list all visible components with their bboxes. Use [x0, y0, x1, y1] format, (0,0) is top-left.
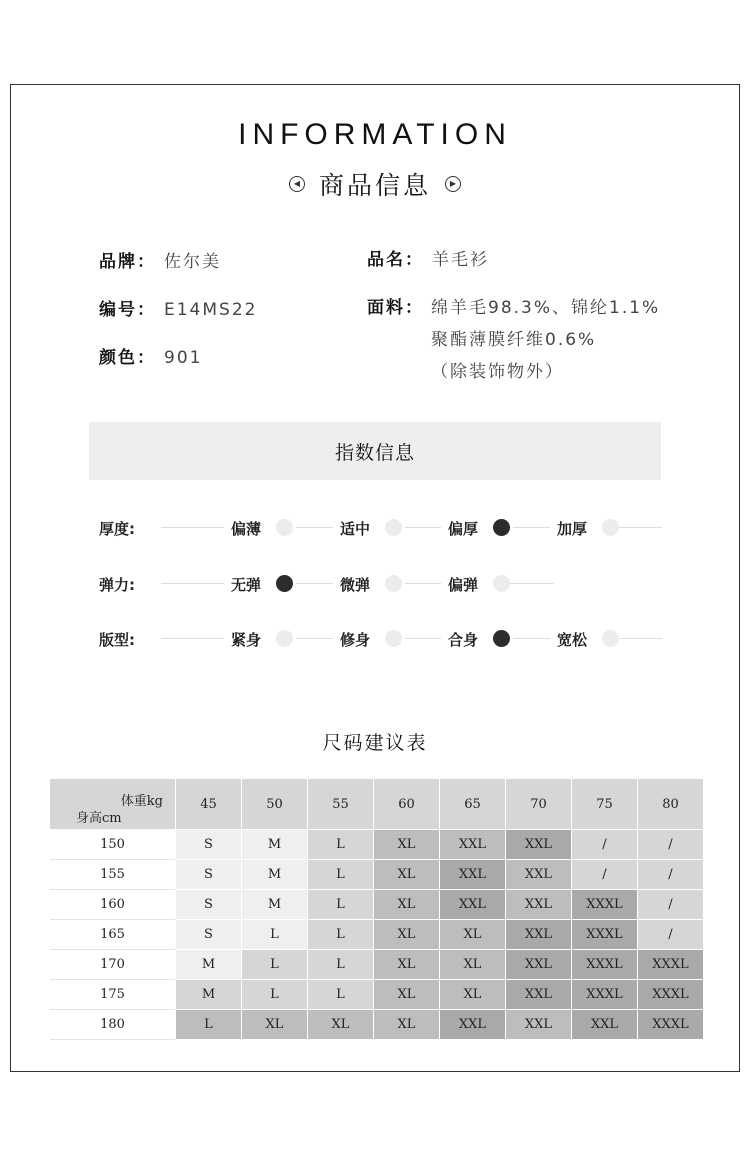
info-color: [99, 343, 202, 368]
size-cell: XXXL: [572, 980, 638, 1010]
brand-value: 佐尔美: [164, 252, 221, 272]
size-cell: XL: [374, 920, 440, 950]
fabric-values: [431, 292, 660, 388]
index-connector-line: [296, 583, 333, 584]
info-brand: [99, 247, 221, 272]
weight-header: 50: [242, 779, 308, 830]
index-connector-line: [161, 638, 224, 639]
weight-header: 60: [374, 779, 440, 830]
index-option-dot: [385, 519, 402, 536]
height-cell: 170: [50, 950, 176, 980]
index-connector-line: [405, 583, 441, 584]
size-cell: XXXL: [638, 950, 704, 980]
index-option-dot: [602, 519, 619, 536]
index-option-dot: [276, 519, 293, 536]
title-english: INFORMATION: [238, 118, 512, 151]
info-code: [99, 295, 257, 320]
index-connector-line: [405, 638, 441, 639]
size-cell: XXXL: [572, 920, 638, 950]
size-cell: XXL: [506, 1010, 572, 1040]
size-cell: /: [638, 830, 704, 860]
size-cell: L: [242, 950, 308, 980]
height-cell: 180: [50, 1010, 176, 1040]
size-cell: XXL: [440, 830, 506, 860]
corner-weight-label: 体重kg: [120, 794, 163, 809]
size-cell: S: [176, 890, 242, 920]
index-option-label: 偏厚: [448, 520, 479, 538]
circle-right-arrow-icon: ▶: [445, 176, 461, 192]
size-table-header-row: [50, 779, 704, 830]
corner-height-label: 身高cm: [76, 811, 122, 826]
index-option-label: 无弹: [231, 576, 262, 594]
size-cell: L: [176, 1010, 242, 1040]
index-option-dot-selected: [493, 630, 510, 647]
index-option-label: 适中: [340, 520, 371, 538]
size-cell: /: [638, 860, 704, 890]
index-option-label: 微弹: [340, 576, 371, 594]
index-connector-line: [619, 527, 662, 528]
size-cell: XL: [374, 890, 440, 920]
index-connector-line: [161, 527, 224, 528]
index-option-label: 加厚: [557, 520, 588, 538]
weight-header: 75: [572, 779, 638, 830]
size-cell: L: [308, 950, 374, 980]
code-key: 编号：: [99, 300, 156, 320]
index-option-dot: [385, 575, 402, 592]
size-cell: XXL: [506, 830, 572, 860]
size-cell: M: [176, 950, 242, 980]
color-value: 901: [164, 348, 203, 368]
brand-key: 品牌：: [99, 252, 156, 272]
index-option-label: 偏薄: [231, 520, 262, 538]
index-row-label: 版型:: [99, 631, 135, 649]
table-row: [50, 1010, 704, 1040]
size-cell: XXL: [440, 890, 506, 920]
size-cell: L: [308, 920, 374, 950]
index-connector-line: [296, 527, 333, 528]
size-cell: XL: [308, 1010, 374, 1040]
weight-header: 80: [638, 779, 704, 830]
size-cell: XL: [374, 830, 440, 860]
weight-header: 65: [440, 779, 506, 830]
size-table: [50, 779, 704, 1040]
index-option-label: 修身: [340, 631, 371, 649]
size-cell: XXL: [440, 860, 506, 890]
info-fabric: [367, 293, 424, 318]
size-cell: XXL: [506, 920, 572, 950]
size-cell: M: [176, 980, 242, 1010]
index-option-dot-selected: [493, 519, 510, 536]
size-cell: /: [638, 920, 704, 950]
size-cell: XXL: [572, 1010, 638, 1040]
index-row: [0, 572, 750, 596]
index-option-label: 偏弹: [448, 576, 479, 594]
size-cell: XXXL: [572, 950, 638, 980]
size-cell: XXL: [506, 860, 572, 890]
table-row: [50, 920, 704, 950]
size-cell: L: [242, 980, 308, 1010]
weight-header: 70: [506, 779, 572, 830]
info-name: [367, 245, 489, 270]
size-cell: XXL: [440, 1010, 506, 1040]
index-option-dot: [602, 630, 619, 647]
circle-left-arrow-icon: ◀: [289, 176, 305, 192]
weight-header: 45: [176, 779, 242, 830]
height-cell: 175: [50, 980, 176, 1010]
size-cell: L: [308, 980, 374, 1010]
index-row: [0, 627, 750, 651]
size-cell: XXL: [506, 980, 572, 1010]
size-cell: XXXL: [638, 980, 704, 1010]
size-cell: XL: [440, 980, 506, 1010]
name-key: 品名：: [367, 250, 424, 270]
fabric-line: （除装饰物外）: [431, 362, 564, 382]
code-value: E14MS22: [164, 300, 258, 320]
size-cell: S: [176, 920, 242, 950]
size-cell: XL: [374, 950, 440, 980]
size-cell: L: [308, 830, 374, 860]
size-cell: XXXL: [638, 1010, 704, 1040]
size-table-title: 尺码建议表: [322, 732, 428, 754]
title-chinese-row: [0, 166, 750, 202]
index-option-label: 合身: [448, 631, 479, 649]
size-cell: XXL: [506, 950, 572, 980]
index-connector-line: [513, 527, 550, 528]
size-cell: XXL: [506, 890, 572, 920]
size-cell: S: [176, 830, 242, 860]
index-row-label: 厚度:: [99, 520, 135, 538]
fabric-line: 绵羊毛98.3%、锦纶1.1%: [431, 298, 661, 318]
index-connector-line: [619, 638, 662, 639]
index-option-label: 紧身: [231, 631, 262, 649]
table-row: [50, 860, 704, 890]
size-cell: M: [242, 860, 308, 890]
size-cell: M: [242, 890, 308, 920]
height-cell: 160: [50, 890, 176, 920]
height-cell: 150: [50, 830, 176, 860]
index-option-dot: [493, 575, 510, 592]
size-cell: M: [242, 830, 308, 860]
size-cell: L: [242, 920, 308, 950]
index-connector-line: [405, 527, 441, 528]
table-row: [50, 830, 704, 860]
height-cell: 155: [50, 860, 176, 890]
size-cell: /: [572, 830, 638, 860]
size-cell: L: [308, 860, 374, 890]
name-value: 羊毛衫: [432, 250, 489, 270]
table-row: [50, 980, 704, 1010]
weight-header: 55: [308, 779, 374, 830]
color-key: 颜色：: [99, 348, 156, 368]
size-table-corner: [50, 779, 176, 830]
index-connector-line: [296, 638, 333, 639]
height-cell: 165: [50, 920, 176, 950]
index-option-label: 宽松: [557, 631, 588, 649]
table-row: [50, 950, 704, 980]
index-row: [0, 516, 750, 540]
table-row: [50, 890, 704, 920]
index-row-label: 弹力:: [99, 576, 135, 594]
size-cell: XXXL: [572, 890, 638, 920]
size-cell: L: [308, 890, 374, 920]
index-option-dot: [276, 630, 293, 647]
fabric-line: 聚酯薄膜纤维0.6%: [431, 330, 597, 350]
index-connector-line: [513, 638, 550, 639]
size-cell: XL: [440, 920, 506, 950]
size-cell: XL: [440, 950, 506, 980]
size-cell: XL: [374, 980, 440, 1010]
size-cell: XL: [242, 1010, 308, 1040]
fabric-key: 面料：: [367, 298, 424, 318]
index-connector-line: [510, 583, 554, 584]
size-cell: XL: [374, 860, 440, 890]
size-cell: XL: [374, 1010, 440, 1040]
index-option-dot: [385, 630, 402, 647]
size-cell: /: [638, 890, 704, 920]
size-cell: S: [176, 860, 242, 890]
size-cell: /: [572, 860, 638, 890]
index-connector-line: [161, 583, 224, 584]
index-option-dot-selected: [276, 575, 293, 592]
title-chinese: 商品信息: [318, 171, 431, 200]
index-section-title: 指数信息: [89, 422, 661, 480]
